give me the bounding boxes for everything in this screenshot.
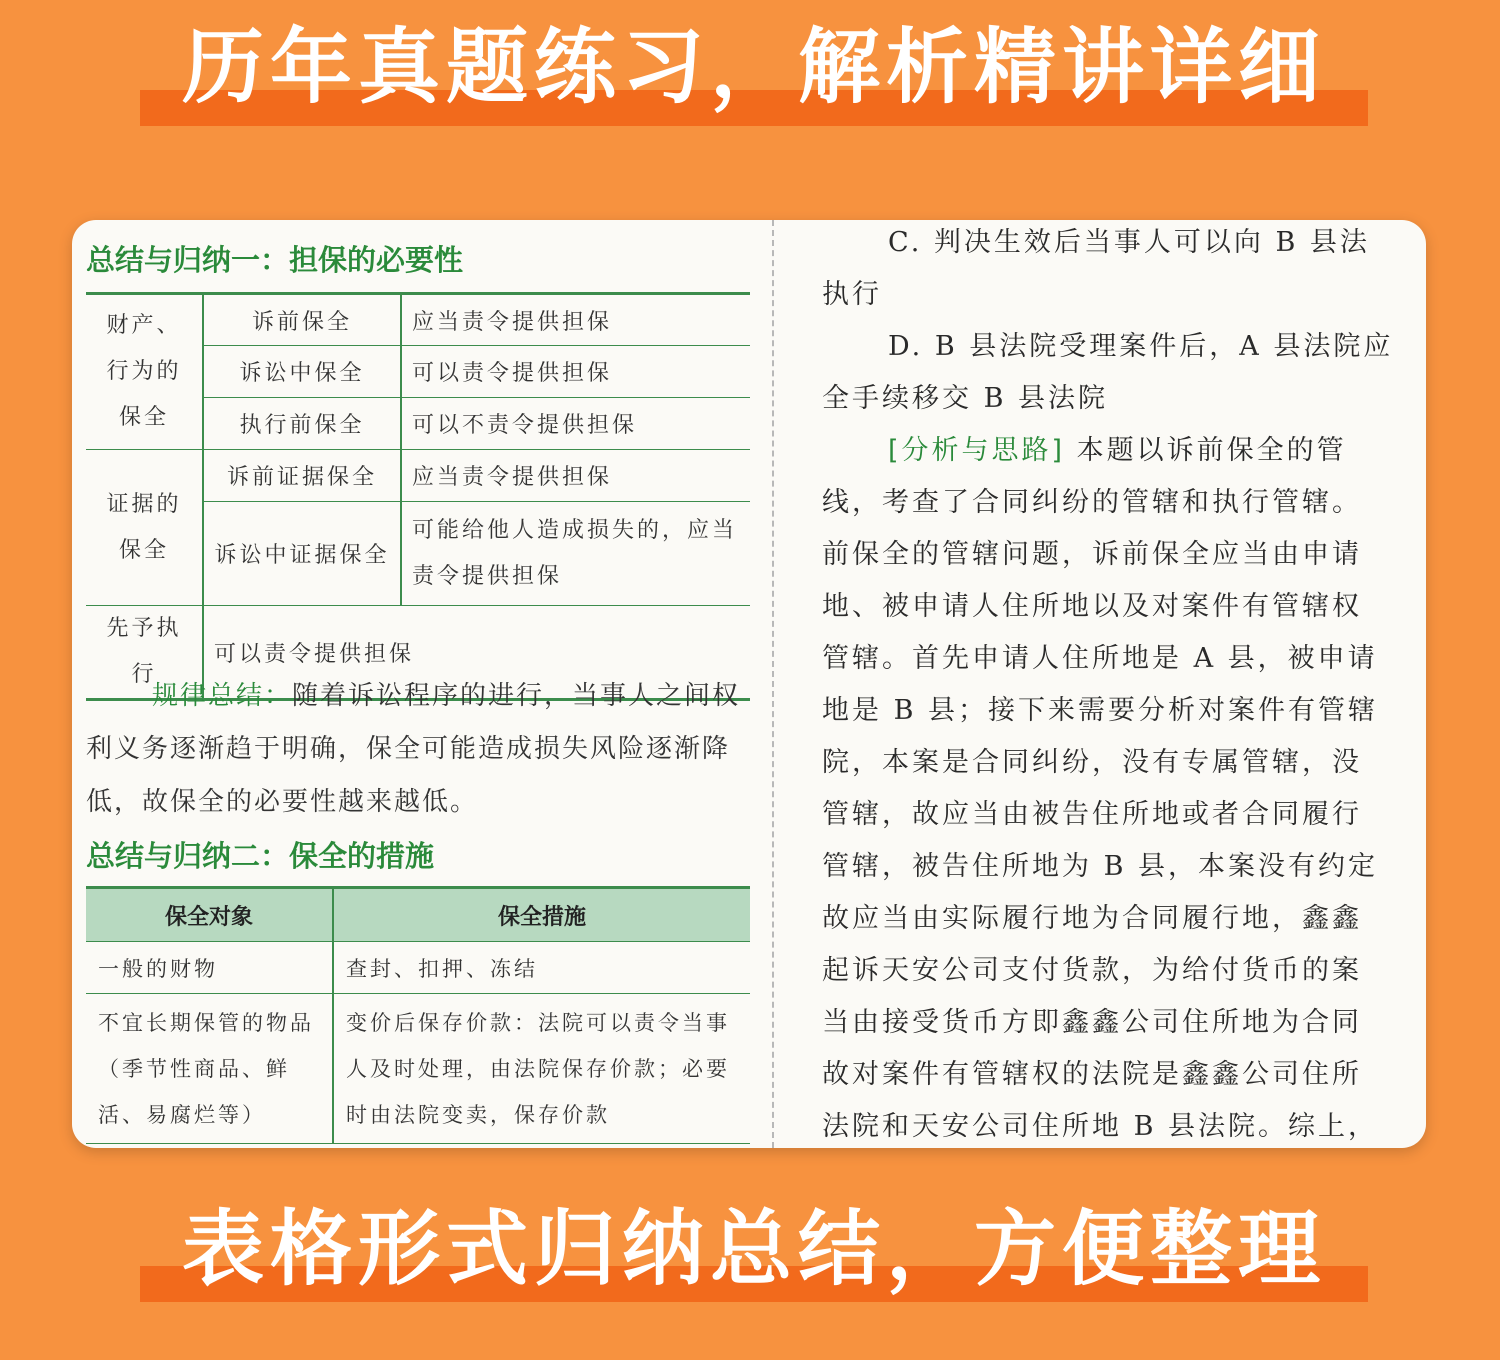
rule-summary-paragraph [86, 670, 750, 829]
text-line: C. 判决生效后当事人可以向 B 县法 [888, 227, 1370, 258]
text-line: 管辖，被告住所地为 B 县，本案没有约定 [822, 851, 1379, 882]
table-header-row [86, 888, 750, 942]
text-line: 故对案件有管辖权的法院是鑫鑫公司住所 [822, 1059, 1362, 1090]
text-line: 当由接受货币方即鑫鑫公司住所地为合同 [822, 1007, 1362, 1038]
bottom-banner-text: 表格形式归纳总结，方便整理 [181, 1202, 1326, 1297]
text-line: 地、被申请人住所地以及对案件有管辖权 [822, 591, 1362, 622]
table-cell: 可以不责令提供担保 [401, 398, 750, 450]
section1-title: 总结与归纳一：担保的必要性 [86, 243, 464, 277]
guarantee-necessity-table [86, 292, 750, 701]
table-cell: 诉前保全 [203, 294, 401, 346]
table-cell: 诉讼中保全 [203, 346, 401, 398]
table-cell: 一般的财物 [86, 942, 333, 994]
text-line: D. B 县法院受理案件后，A 县法院应 [888, 331, 1394, 362]
text-line: 地是 B 县；接下来需要分析对案件有管辖 [822, 695, 1379, 726]
table-cell: 查封、扣押、冻结 [333, 942, 750, 994]
text-line: 管辖，故应当由被告住所地或者合同履行 [822, 799, 1362, 830]
bottom-banner [0, 1200, 1500, 1340]
text-line: 法院和天安公司住所地 B 县法院。综上， [822, 1111, 1379, 1142]
table-cell: 先予执行 [86, 606, 203, 700]
page-divider [772, 220, 774, 1148]
text-line: 线，考查了合同纠纷的管辖和执行管辖。 [822, 487, 1362, 518]
analysis-text: 本题以诉前保全的管 [1076, 435, 1347, 466]
table-row [86, 994, 750, 1144]
section2-title: 总结与归纳二：保全的措施 [86, 839, 435, 873]
table-cell: 诉前证据保全 [203, 450, 401, 502]
group-label: 财产、行为的保全 [86, 294, 203, 450]
table-row [86, 450, 750, 502]
table-cell: 可以责令提供担保 [203, 606, 750, 700]
right-page [822, 220, 1426, 1148]
table-header: 保全措施 [333, 888, 750, 942]
top-banner-text: 历年真题练习，解析精讲详细 [181, 20, 1326, 115]
table-cell: 可以责令提供担保 [401, 346, 750, 398]
text-line: 执行 [822, 279, 882, 310]
table-cell: 执行前保全 [203, 398, 401, 450]
text-line: 院，本案是合同纠纷，没有专属管辖，没 [822, 747, 1362, 778]
group-label: 证据的保全 [86, 450, 203, 606]
table-row [86, 294, 750, 346]
table-cell: 应当责令提供担保 [401, 450, 750, 502]
table-cell: 应当责令提供担保 [401, 294, 750, 346]
text-line: 前保全的管辖问题，诉前保全应当由申请 [822, 539, 1362, 570]
table-header: 保全对象 [86, 888, 333, 942]
preservation-measures-table [86, 886, 750, 1144]
rule-summary-lead: 规律总结： [152, 681, 293, 711]
text-line: 管辖。首先申请人住所地是 A 县，被申请 [822, 643, 1378, 674]
text-line: 全手续移交 B 县法院 [822, 383, 1109, 414]
table-cell: 变价后保存价款：法院可以责令当事人及时处理，由法院保存价款；必要时由法院变卖，保存价款 [333, 994, 750, 1144]
text-line: 起诉天安公司支付货款，为给付货币的案 [822, 955, 1362, 986]
table-cell: 可能给他人造成损失的，应当责令提供担保 [401, 502, 750, 606]
analysis-line [888, 428, 1347, 467]
rule-summary-text: 随着诉讼程序的进行，当事人之间权利义务逐渐趋于明确，保全可能造成损失风险逐渐降低，故保全的必要性越来越低。 [86, 681, 741, 817]
text-line: 故应当由实际履行地为合同履行地，鑫鑫 [822, 903, 1362, 934]
table-cell: 诉讼中证据保全 [203, 502, 401, 606]
table-row [86, 942, 750, 994]
top-banner [0, 18, 1500, 158]
book-page-card [72, 220, 1426, 1148]
table-cell: 不宜长期保管的物品（季节性商品、鲜活、易腐烂等） [86, 994, 333, 1144]
analysis-label: [分析与思路] [888, 435, 1066, 466]
